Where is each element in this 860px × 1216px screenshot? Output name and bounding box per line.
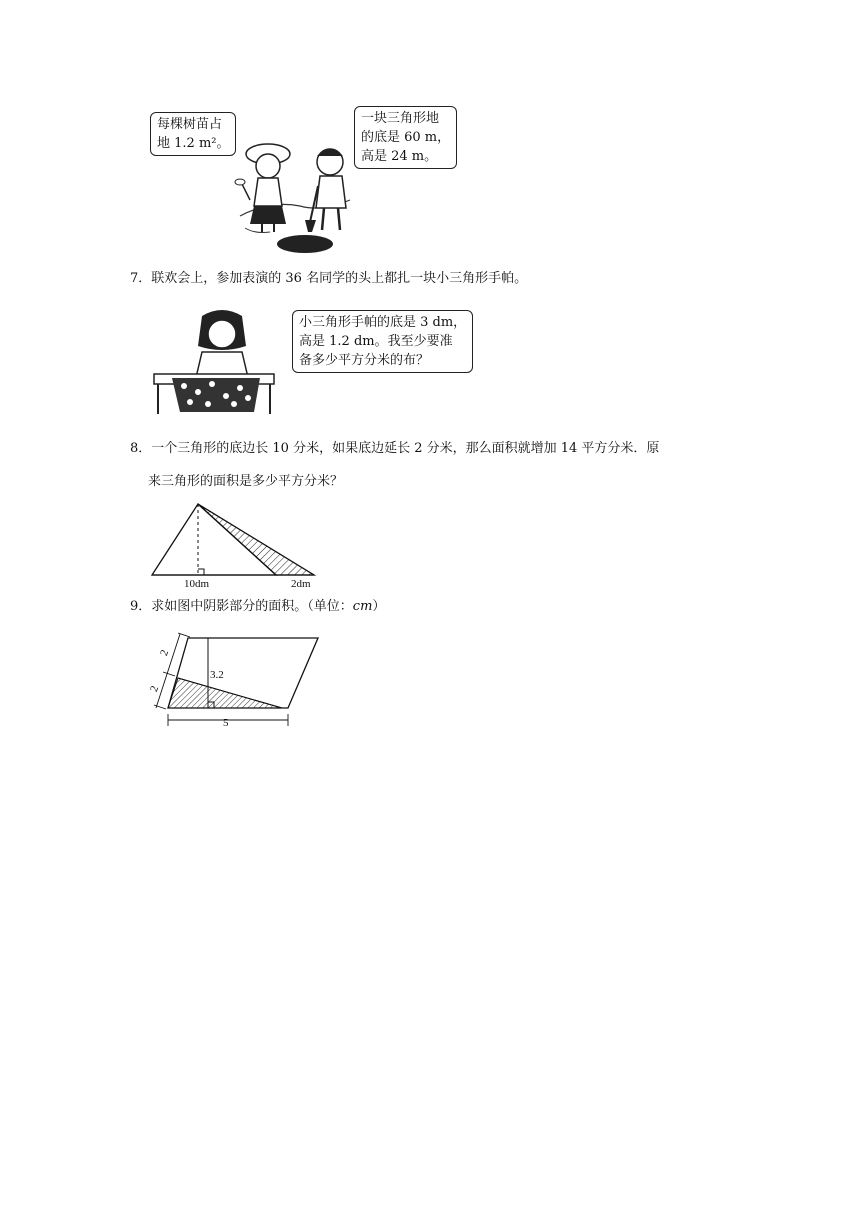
question-number: 8．: [130, 441, 152, 456]
question-number: 9．: [130, 599, 152, 614]
figure-parallelogram: [150, 630, 322, 728]
question-9: [130, 598, 385, 616]
label-extension: 2dm: [291, 578, 311, 590]
question-text-close: ）: [372, 599, 386, 614]
figure-girl-handkerchief: [150, 306, 484, 420]
unit-text: cm: [352, 599, 373, 614]
label-side-top: 2: [158, 648, 172, 658]
figure-triangle-extension: [148, 502, 320, 590]
label-base: 10dm: [184, 578, 210, 590]
question-number: 7．: [130, 271, 152, 286]
speech-bubble-right: 一块三角形地 的底是 60 m， 高是 24 m。: [354, 106, 457, 169]
figure-children-planting: [150, 104, 472, 260]
speech-bubble: 小三角形手帕的底是 3 dm， 高是 1.2 dm。我至少要准 备多少平方分米的布？: [292, 310, 473, 373]
question-text-line1: 一个三角形的底边长 10 分米，如果底边延长 2 分米，那么面积就增加 14 平方分米．原: [151, 441, 660, 456]
question-7: [130, 270, 527, 288]
question-text: 联欢会上，参加表演的 36 名同学的头上都扎一块小三角形手帕。: [151, 271, 528, 286]
question-8: [130, 440, 659, 458]
question-text-line2: 来三角形的面积是多少平方分米？: [148, 474, 344, 489]
label-base: 5: [223, 717, 229, 729]
shaded-triangle: [198, 504, 314, 575]
triangle-diagram: [148, 502, 320, 590]
label-height: 3.2: [210, 669, 224, 681]
parallelogram-diagram: [150, 630, 322, 728]
question-text: 求如图中阴影部分的面积。（单位：: [151, 599, 353, 614]
question-8-line2: [148, 473, 343, 491]
speech-bubble-left: 每棵树苗占 地 1.2 m²。: [150, 112, 236, 156]
label-side-bottom: 2: [148, 684, 162, 694]
right-angle-mark: [198, 569, 204, 575]
